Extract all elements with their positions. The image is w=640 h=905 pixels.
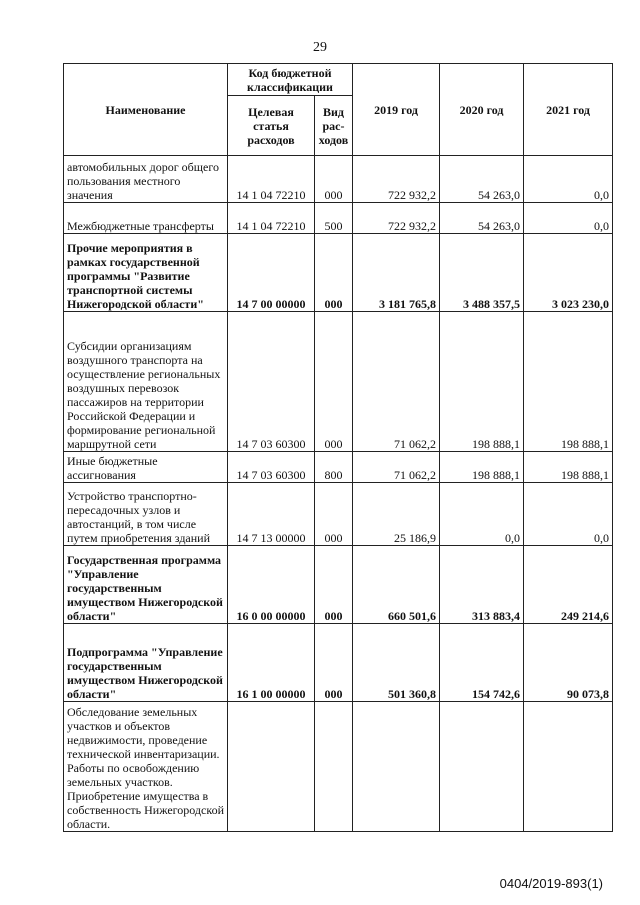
row-value-2019 xyxy=(353,702,440,832)
table-row xyxy=(64,203,613,234)
row-expense-type: 800 xyxy=(315,452,353,483)
header-2021: 2021 год xyxy=(524,64,613,156)
row-value-2021: 198 888,1 xyxy=(524,312,613,452)
row-value-2021: 0,0 xyxy=(524,203,613,234)
table-row xyxy=(64,156,613,203)
row-value-2020: 198 888,1 xyxy=(440,452,524,483)
row-name: Обследование земельных участков и объектов недвижимости, проведение технической инвентаризации. Работы по освобождению земельных участков. Приобретение имущества в собственность Нижегородской области. xyxy=(64,702,228,832)
row-value-2021: 198 888,1 xyxy=(524,452,613,483)
row-expense-type: 500 xyxy=(315,203,353,234)
row-value-2020: 198 888,1 xyxy=(440,312,524,452)
row-value-2021: 90 073,8 xyxy=(524,624,613,702)
row-expense-type: 000 xyxy=(315,234,353,312)
row-value-2021: 3 023 230,0 xyxy=(524,234,613,312)
row-name: Государственная программа "Управление государственным имуществом Нижегородской области" xyxy=(64,546,228,624)
row-name: Субсидии организациям воздушного транспорта на осуществление региональных воздушных перевозок пассажиров на территории Российской Федерации и формирование региональной маршрутной сети xyxy=(64,312,228,452)
row-value-2020: 54 263,0 xyxy=(440,156,524,203)
row-value-2021: 0,0 xyxy=(524,156,613,203)
row-value-2020: 313 883,4 xyxy=(440,546,524,624)
row-target-article: 14 7 03 60300 xyxy=(228,312,315,452)
header-target-article: Целевая статья расходов xyxy=(228,96,315,156)
row-name: Устройство транспортно-пересадочных узлов и автостанций, в том числе путем приобретения зданий xyxy=(64,483,228,546)
row-expense-type: 000 xyxy=(315,624,353,702)
row-expense-type: 000 xyxy=(315,312,353,452)
row-target-article: 16 0 00 00000 xyxy=(228,546,315,624)
table-row xyxy=(64,546,613,624)
row-value-2019: 71 062,2 xyxy=(353,452,440,483)
row-value-2020 xyxy=(440,702,524,832)
header-name: Наименование xyxy=(64,64,228,156)
header-2020: 2020 год xyxy=(440,64,524,156)
row-value-2019: 722 932,2 xyxy=(353,156,440,203)
row-value-2021 xyxy=(524,702,613,832)
row-value-2019: 25 186,9 xyxy=(353,483,440,546)
row-value-2021: 249 214,6 xyxy=(524,546,613,624)
row-target-article: 14 7 13 00000 xyxy=(228,483,315,546)
table-row xyxy=(64,624,613,702)
row-expense-type: 000 xyxy=(315,483,353,546)
row-expense-type xyxy=(315,702,353,832)
row-name: автомобильных дорог общего пользования местного значения xyxy=(64,156,228,203)
row-value-2019: 3 181 765,8 xyxy=(353,234,440,312)
row-target-article: 14 7 00 00000 xyxy=(228,234,315,312)
row-value-2019: 71 062,2 xyxy=(353,312,440,452)
table-row xyxy=(64,452,613,483)
row-name: Подпрограмма "Управление государственным имуществом Нижегородской области" xyxy=(64,624,228,702)
header-budget-code: Код бюджетной классификации xyxy=(228,64,353,96)
header-expense-type: Вид рас- ходов xyxy=(315,96,353,156)
row-target-article xyxy=(228,702,315,832)
row-target-article: 16 1 00 00000 xyxy=(228,624,315,702)
row-target-article: 14 7 03 60300 xyxy=(228,452,315,483)
row-value-2020: 0,0 xyxy=(440,483,524,546)
page-number: 29 xyxy=(313,40,327,55)
row-value-2019: 501 360,8 xyxy=(353,624,440,702)
table-row xyxy=(64,483,613,546)
table-row xyxy=(64,312,613,452)
document-code: 0404/2019-893(1) xyxy=(499,876,603,891)
row-value-2020: 54 263,0 xyxy=(440,203,524,234)
row-target-article: 14 1 04 72210 xyxy=(228,203,315,234)
budget-table xyxy=(63,63,613,832)
row-value-2020: 154 742,6 xyxy=(440,624,524,702)
row-expense-type: 000 xyxy=(315,156,353,203)
row-name: Иные бюджетные ассигнования xyxy=(64,452,228,483)
row-target-article: 14 1 04 72210 xyxy=(228,156,315,203)
row-name: Межбюджетные трансферты xyxy=(64,203,228,234)
row-value-2019: 722 932,2 xyxy=(353,203,440,234)
row-value-2020: 3 488 357,5 xyxy=(440,234,524,312)
row-name: Прочие мероприятия в рамках государственной программы "Развитие транспортной системы Нижегородской области" xyxy=(64,234,228,312)
table-row xyxy=(64,702,613,832)
row-value-2021: 0,0 xyxy=(524,483,613,546)
header-2019: 2019 год xyxy=(353,64,440,156)
row-value-2019: 660 501,6 xyxy=(353,546,440,624)
row-expense-type: 000 xyxy=(315,546,353,624)
table-row xyxy=(64,234,613,312)
